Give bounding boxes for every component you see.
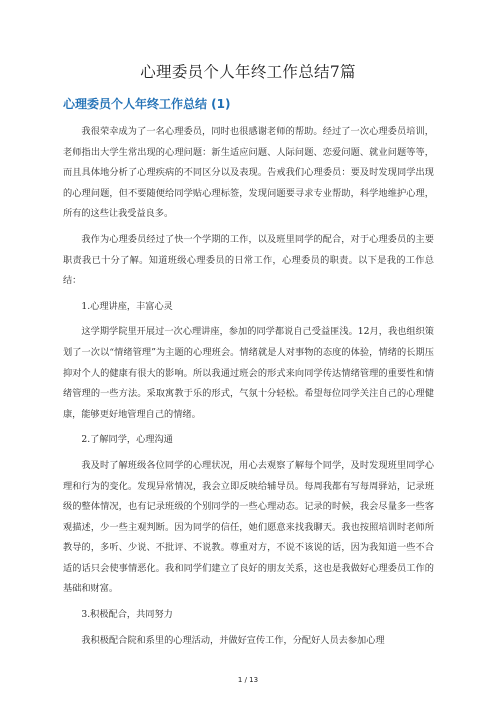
paragraph: 我积极配合院和系里的心理活动，并做好宣传工作，分配好人员去参加心理 (81, 634, 385, 646)
page-number: 1 / 13 (237, 676, 259, 684)
document-title: 心理委员个人年终工作总结7篇 (140, 63, 356, 81)
section-heading: 心理委员个人年终工作总结 (1) (63, 97, 231, 111)
subheading: 2.了解同学，心理沟通 (81, 434, 173, 446)
document-body (63, 122, 434, 656)
subheading: 1.心理讲座，丰富心灵 (81, 300, 173, 312)
paragraph: 我作为心理委员经过了快一个学期的工作，以及班里同学的配合，对于心理委员的主要职责我已十分了解。知道班级心理委员的日常工作，心理委员的职责。以下是我的工作总结： (63, 233, 434, 287)
subheading: 3.积极配合，共同努力 (81, 609, 173, 621)
paragraph: 我及时了解班级各位同学的心理状况，用心去观察了解每个同学，及时发现班里同学心理和行为的变化。发现异常情况，我会立即反映给辅导员。每周我都有写每周驿站，记录班级的整体情况，也有记录班级的个别同学的一些心理动态。记录的时候，我会尽量多一些客观描述，少一些主观判断。因为同学的信任，她们愿意来找我聊天。我也按照培训时老师所教导的，多听、少说、不批评、不说教。尊重对方，不说不该说的话，因为我知道一些不合适的话只会使事情恶化。我和同学们建立了良好的朋友关系，这也是我做好心理委员工作的基础和财富。 (63, 459, 434, 595)
paragraph: 这学期学院里开展过一次心理讲座，参加的同学都说自己受益匪浅。12月，我也组织策划了一次以“情绪管理”为主题的心理班会。情绪就是人对事物的态度的体验，情绪的长期压抑对个人的健康有很大的影响。所以我通过班会的形式来向同学传达情绪管理的重要性和情绪管理的一些方法。采取寓教于乐的形式，气氛十分轻松。希望每位同学关注自己的心理健康，能够更好地管理自己的情绪。 (63, 326, 434, 420)
paragraph: 我很荣幸成为了一名心理委员，同时也很感谢老师的帮助。经过了一次心理委员培训，老师指出大学生常出现的心理问题：新生适应问题、人际问题、恋爱问题、就业问题等等，而且具体地分析了心理疾病的不同区分以及表现。告戒我们心理委员：要及时发现同学出现的心理问题，但不要随便给同学贴心理标签，发现问题要寻求专业帮助，科学地维护心理，所有的这些让我受益良多。 (63, 126, 434, 220)
